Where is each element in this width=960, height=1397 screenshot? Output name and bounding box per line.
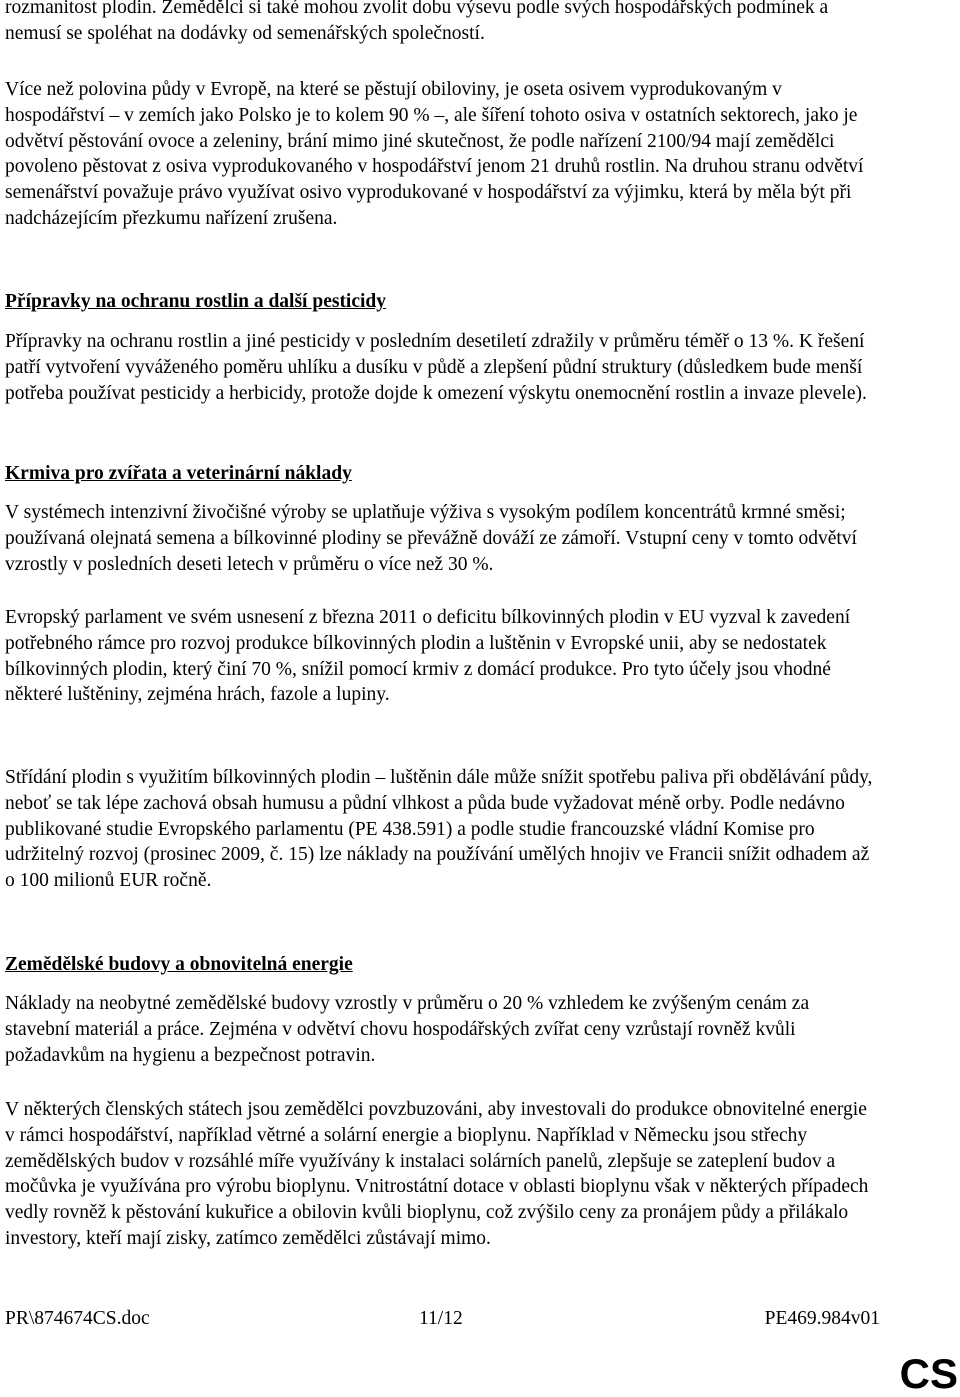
paragraph-renewable-energy: V některých členských státech jsou zemědělci povzbuzováni, aby investovali do produkce obnovitelné energie v rámci hospodářství, například větrné a solární energie a bioplynu. Například v Německu jsou střechy zemědělských budov v rozsáhlé míře využívány k instalaci solárních panelů, zlepšuje se zateplení budov a močůvka je využívána pro výrobu bioplynu. Vnitrostátní dotace v oblasti bioplynu však v některých případech vedly rovněž k pěstování kukuřice a obilovin kvůli bioplynu, což zvýšilo ceny za pronájem půdy a přilákalo investory, kteří mají zisky, zatímco zemědělci zůstávají mimo. bbox=[5, 1099, 869, 1249]
footer-page-number: 11/12 bbox=[419, 1308, 463, 1329]
paragraph-farm-buildings: Náklady na neobytné zemědělské budovy vzrostly v průměru o 20 % vzhledem ke zvýšeným cenám za stavební materiál a práce. Zejména v odvětví chovu hospodářských zvířat ceny vzrůstají rovněž kvůli požadavkům na hygienu a bezpečnost potravin. bbox=[5, 993, 810, 1066]
paragraph-plant-protection: Přípravky na ochranu rostlin a jiné pesticidy v posledním desetiletí zdražily v průměru téměř o 13 %. K řešení patří vytvoření vyváženého poměru uhlíku a dusíku v půdě a zlepšení půdní struktury (důsledkem bude menší potřeba používat pesticidy a herbicidy, protože dojde k omezení výskytu onemocnění rostlin a invaze plevele). bbox=[5, 331, 867, 404]
heading-farm-buildings: Zemědělské budovy a obnovitelná energie bbox=[5, 954, 353, 975]
footer-doc-reference: PR\874674CS.doc bbox=[5, 1308, 150, 1329]
paragraph-crop-rotation: Střídání plodin s využitím bílkovinných plodin – luštěnin dále může snížit spotřebu paliva při obdělávání půdy, neboť se tak lépe zachová obsah humusu a půdní vlhkost a půda bude vyžadovat méně orby. Podle nedávno publikované studie Evropského parlamentu (PE 438.591) a podle studie francouzské vládní Komise pro udržitelný rozvoj (prosinec 2009, č. 15) lze náklady na používání umělých hnojiv ve Francii snížit odhadem až o 100 milionů EUR ročně. bbox=[5, 767, 873, 892]
paragraph-seed-diversity: rozmanitost plodin. Zemědělci si také mohou zvolit dobu výsevu podle svých hospodářských podmínek a nemusí se spoléhat na dodávky od semenářských společností. bbox=[5, 0, 829, 44]
language-code: CS bbox=[899, 1350, 958, 1397]
paragraph-farm-saved-seed: Více než polovina půdy v Evropě, na které se pěstují obiloviny, je oseta osivem vyprodukovaným v hospodářství – v zemích jako Polsko je to kolem 90 % –, ale šíření tohoto osiva v ostatních sektorech, jako je odvětví pěstování ovoce a zeleniny, brání mimo jiné skutečnost, že podle nařízení 2100/94 mají zemědělci povoleno pěstovat z osiva vyprodukovaného v hospodářství jenom 21 druhů rostlin. Na druhou stranu odvětví semenářství považuje právo využívat osivo vyprodukované v hospodářství za výjimku, která by měla být při nadcházejícím přezkumu nařízení zrušena. bbox=[5, 79, 864, 229]
page-footer bbox=[5, 1306, 880, 1332]
heading-plant-protection: Přípravky na ochranu rostlin a další pesticidy bbox=[5, 291, 387, 312]
footer-pe-reference: PE469.984v01 bbox=[764, 1308, 880, 1329]
paragraph-protein-crops: Evropský parlament ve svém usnesení z března 2011 o deficitu bílkovinných plodin v EU vyzval k zavedení potřebného rámce pro rozvoj produkce bílkovinných plodin a luštěnin v Evropské unii, aby se nedostatek bílkovinných plodin, který činí 70 %, snížil pomocí krmiv z domácí produkce. Pro tyto účely jsou vhodné některé luštěniny, zejména hrách, fazole a lupiny. bbox=[5, 607, 851, 706]
heading-animal-feed: Krmiva pro zvířata a veterinární náklady bbox=[5, 463, 352, 484]
paragraph-animal-feed: V systémech intenzivní živočišné výroby se uplatňuje výživa s vysokým podílem koncentrátů krmné směsi; používaná olejnatá semena a bílkovinné plodiny se převážně dováží ze zámoří. Vstupní ceny v tomto odvětví vzrostly v posledních deseti letech v průměru o více než 30 %. bbox=[5, 502, 857, 575]
